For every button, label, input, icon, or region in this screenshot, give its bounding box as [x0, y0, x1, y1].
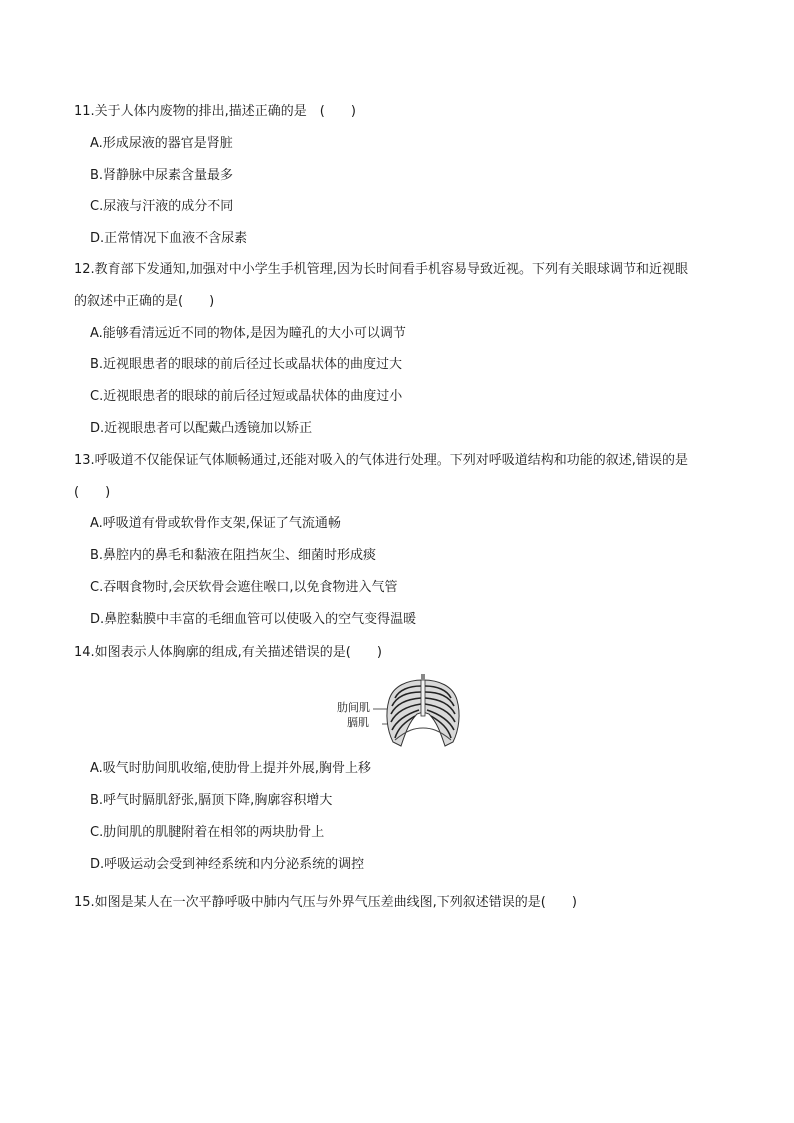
question-14-option-d: D.呼吸运动会受到神经系统和内分泌系统的调控: [90, 857, 365, 872]
question-13-option-d: D.鼻腔黏膜中丰富的毛细血管可以使吸入的空气变得温暖: [90, 612, 417, 627]
thorax-figure: [337, 674, 467, 750]
label-diaphragm: 膈肌: [347, 716, 369, 729]
question-14-option-a: A.吸气时肋间肌收缩,使肋骨上提并外展,胸骨上移: [90, 761, 372, 776]
question-13-option-a: A.呼吸道有骨或软骨作支架,保证了气流通畅: [90, 516, 341, 531]
rib-cage-illustration: [337, 674, 467, 750]
question-11-option-b: B.肾静脉中尿素含量最多: [90, 168, 234, 183]
question-11-option-a: A.形成尿液的器官是肾脏: [90, 136, 233, 151]
question-11-stem: 11.关于人体内废物的排出,描述正确的是 ( ): [74, 104, 356, 119]
question-13-stem-line-2: ( ): [74, 485, 111, 500]
question-14-option-c: C.肋间肌的肌腱附着在相邻的两块肋骨上: [90, 825, 325, 840]
question-13-option-c: C.吞咽食物时,会厌软骨会遮住喉口,以免食物进入气管: [90, 580, 398, 595]
question-12-option-a: A.能够看清远近不同的物体,是因为瞳孔的大小可以调节: [90, 326, 406, 341]
question-11-option-d: D.正常情况下血液不含尿素: [90, 231, 248, 246]
question-13-option-b: B.鼻腔内的鼻毛和黏液在阻挡灰尘、细菌时形成痰: [90, 548, 377, 563]
question-12-option-c: C.近视眼患者的眼球的前后径过短或晶状体的曲度过小: [90, 389, 403, 404]
question-11-option-c: C.尿液与汗液的成分不同: [90, 199, 234, 214]
question-13-stem-line-1: 13.呼吸道不仅能保证气体顺畅通过,还能对吸入的气体进行处理。下列对呼吸道结构和功能的叙述,错误的是: [74, 453, 688, 468]
question-14-stem: 14.如图表示人体胸廓的组成,有关描述错误的是( ): [74, 645, 382, 660]
question-12-stem-line-2: 的叙述中正确的是( ): [74, 294, 215, 309]
label-intercostal-muscle: 肋间肌: [337, 701, 370, 714]
question-14-option-b: B.呼气时膈肌舒张,膈顶下降,胸廓容积增大: [90, 793, 333, 808]
question-12-option-d: D.近视眼患者可以配戴凸透镜加以矫正: [90, 421, 313, 436]
question-15-stem: 15.如图是某人在一次平静呼吸中肺内气压与外界气压差曲线图,下列叙述错误的是( ): [74, 895, 577, 910]
question-12-option-b: B.近视眼患者的眼球的前后径过长或晶状体的曲度过大: [90, 357, 403, 372]
question-12-stem-line-1: 12.教育部下发通知,加强对中小学生手机管理,因为长时间看手机容易导致近视。下列有关眼球调节和近视眼: [74, 262, 688, 277]
